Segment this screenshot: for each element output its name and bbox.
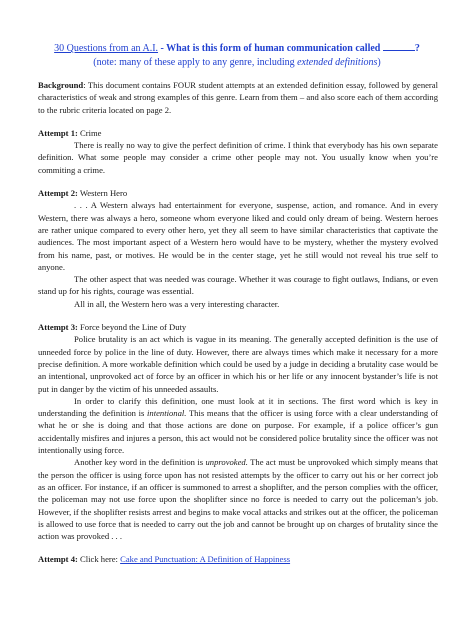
attempt-3-p2-end: This means that the officer is using force with a clear understanding of what he or she is doing and that those actions are done on purpose. For example, if a police officer’s gun accidentally misfires and injures a person, this act would not be considered police brutality since the officer was not intentionally using force.: [38, 408, 438, 456]
attempt-3-p2-emphasis: intentional.: [147, 408, 187, 419]
blank-line: [383, 41, 415, 51]
background-paragraph: [38, 79, 438, 116]
attempt-2-heading: [38, 187, 438, 199]
document-header: [0, 41, 474, 70]
attempt-1-section: [38, 127, 438, 176]
background-text: : This document contains FOUR student attempts at an extended definition essay, followed by general characteristics of weak and strong examples of this genre. Learn from them – and also score each of them according to the rubric criteria located on page 2.: [38, 80, 438, 115]
attempt-4-prefix: Click here:: [77, 554, 121, 565]
attempt-3-section: [38, 321, 438, 542]
attempt-2-paragraph-1: . . . A Western always had entertainment for everyone, suspense, action, and romance. And in every Western, there was always a hero, someone whom everyone liked and could only dream of being. Western heroes are rather unique compared to every other hero, yet they all seem to have similar characteristics that captivate the audiences. The most important aspect of a Western hero would have to be mystery, whether the mystery evolved from his name, past, or motives. He would be in the center stage, yet he still would not reveal his true self to anyone.: [38, 200, 438, 272]
attempt-3-p3-start: Another key word in the definition is: [74, 457, 206, 468]
attempt-2-section: [38, 187, 438, 310]
header-question-end: ?: [414, 43, 420, 54]
attempt-2-title: Western Hero: [77, 188, 128, 199]
attempt-2-paragraph-2: The other aspect that was needed was courage. Whether it was courage to fight outlaws, Indians, or even stand up for his rights, courage was essential.: [38, 274, 438, 297]
attempt-4-heading: [38, 553, 438, 565]
header-question: - What is this form of human communication called: [158, 43, 383, 54]
attempt-3-p2-start: In order to clarify this definition, one must look at it in sections. The first word which is key in understanding the definition is: [38, 395, 438, 419]
document-body: [38, 79, 438, 577]
attempt-3-heading: [38, 321, 438, 333]
attempt-4-link[interactable]: Cake and Punctuation: A Definition of Happiness: [120, 554, 291, 565]
attempt-3-paragraph-2: [38, 395, 438, 456]
header-note-pre: (note: many of these apply to any genre, including: [93, 57, 298, 68]
header-note: [0, 56, 474, 70]
header-link[interactable]: 30 Questions from an A.I.: [54, 43, 159, 54]
background-section: [38, 79, 438, 116]
attempt-3-paragraph-3: [38, 456, 438, 542]
attempt-3-title: Force beyond the Line of Duty: [77, 322, 187, 333]
attempt-1-title: Crime: [77, 127, 102, 138]
attempt-1-heading: [38, 127, 438, 139]
background-label: Background: [38, 80, 84, 90]
attempt-2-label: Attempt 2:: [38, 188, 78, 199]
attempt-4-section: [38, 553, 438, 565]
header-note-post: ): [377, 57, 381, 68]
attempt-4-label: Attempt 4:: [38, 554, 78, 565]
attempt-3-label: Attempt 3:: [38, 322, 78, 333]
header-note-italic: extended definitions: [297, 57, 378, 68]
attempt-3-p3-emphasis: unprovoked.: [205, 457, 248, 468]
attempt-1-paragraph: There is really no way to give the perfect definition of crime. I think that everybody has his own separate definition. What some people may consider a crime other people may not. You usually know when you’re commiting a crime.: [38, 140, 438, 175]
attempt-3-p3-end: The act must be unprovoked which simply means that the person the officer is using force upon has not resisted attempts by the officer to carry out his or her correct job as an officer. For instance, if an officer is summoned to arrest a shoplifter, and the person complies with the officer, the policeman may not use force upon the shoplifter since no force is needed to carry out the policeman’s job. However, if the shoplifter resists arrest and begins to make vocal attacks and strikes out at the officer, the policeman is allowed to use force that is needed to carry out the job and cannot be brought up on charges of brutality since the action was provoked . . .: [38, 457, 438, 542]
attempt-3-paragraph-1: Police brutality is an act which is vague in its meaning. The generally accepted definition is the use of unneeded force by police in the line of duty. However, there are always times which make it necessary for a more precise definition. A more workable definition which could be used by a judge in deciding a brutality case would be an intentional, unprovoked act of force by an officer in which his or her life or any innocent bystander’s life is not put in danger by the victim of his unneeded assaults.: [38, 334, 438, 394]
header-line-1: [0, 41, 474, 56]
attempt-1-label: Attempt 1:: [38, 127, 78, 138]
attempt-2-paragraph-3: All in all, the Western hero was a very interesting character.: [74, 298, 280, 309]
